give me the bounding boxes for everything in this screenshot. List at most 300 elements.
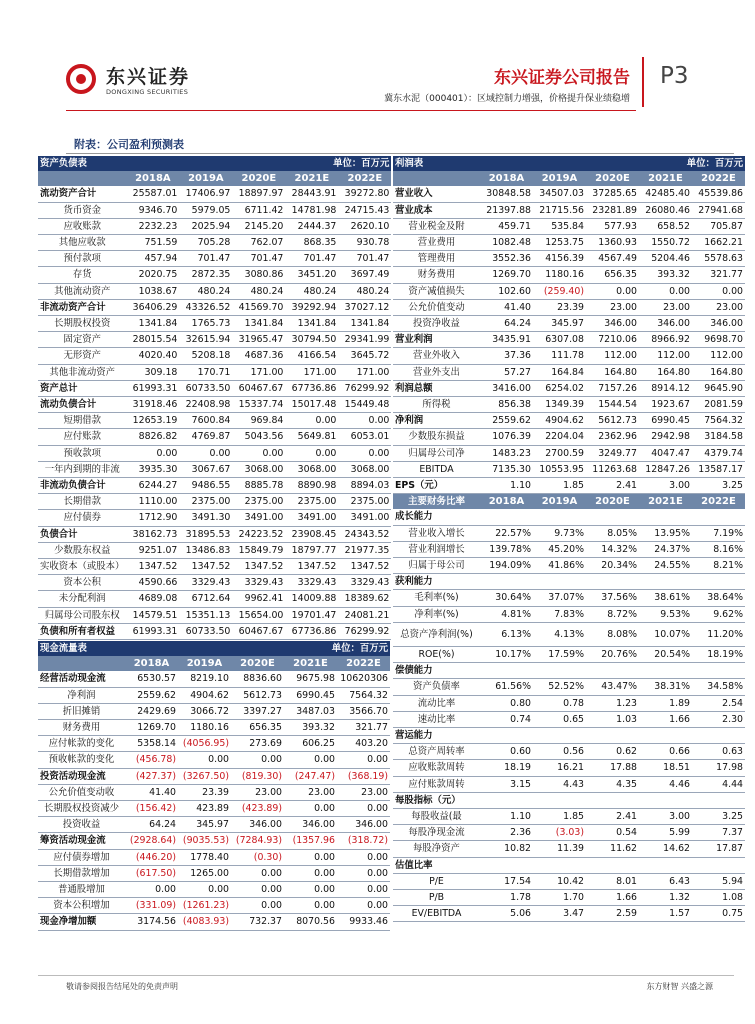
- year-header: 2019A: [533, 494, 586, 510]
- cell-value: 1544.54: [586, 397, 639, 413]
- cell-value: [480, 792, 533, 808]
- cell-value: 0.75: [692, 906, 745, 922]
- cell-value: 27941.68: [692, 202, 745, 218]
- cell-value: 3068.00: [285, 461, 338, 477]
- cell-value: 480.24: [232, 283, 285, 299]
- table-row: [38, 380, 391, 396]
- year-header: 2022E: [338, 171, 391, 186]
- cell-value: (3267.50): [178, 768, 231, 784]
- year-header: 2020E: [231, 656, 284, 671]
- cell-value: 22408.98: [179, 397, 232, 413]
- cell-value: 3.15: [480, 776, 533, 792]
- cell-value: 2.59: [586, 906, 639, 922]
- cell-value: 7.37: [692, 825, 745, 841]
- cell-value: 45.20%: [533, 541, 586, 557]
- cell-value: [639, 509, 692, 525]
- cell-value: 457.94: [126, 251, 179, 267]
- cell-value: 309.18: [126, 364, 179, 380]
- table-row: [38, 882, 390, 898]
- cell-value: 5204.46: [639, 251, 692, 267]
- table-title-spacer: [231, 641, 284, 656]
- cell-value: 1923.67: [639, 397, 692, 413]
- cell-value: 0.00: [179, 445, 232, 461]
- cell-value: 5.94: [692, 873, 745, 889]
- cell-value: 856.38: [480, 397, 533, 413]
- row-label: 每股收益(最: [393, 808, 480, 824]
- cell-value: (3.03): [533, 825, 586, 841]
- cell-value: 0.80: [480, 695, 533, 711]
- table-title: 主要财务比率: [393, 494, 480, 510]
- cell-value: 3.25: [692, 478, 745, 494]
- cell-value: 0.00: [126, 445, 179, 461]
- table-row: [393, 202, 745, 218]
- cell-value: 345.97: [533, 316, 586, 332]
- cell-value: [586, 663, 639, 679]
- cell-value: [586, 857, 639, 873]
- cell-value: 3645.72: [338, 348, 391, 364]
- cell-value: 2559.62: [480, 413, 533, 429]
- row-label: 非流动资产合计: [38, 299, 126, 315]
- row-label: 公允价值变动收: [38, 784, 125, 800]
- cell-value: [692, 857, 745, 873]
- cell-value: [480, 509, 533, 525]
- cell-value: 1269.70: [125, 720, 178, 736]
- cell-value: [533, 727, 586, 743]
- table-row: [393, 825, 745, 841]
- cell-value: 9.62%: [692, 606, 745, 622]
- cell-value: 1.08: [692, 889, 745, 905]
- year-header: 2021E: [285, 171, 338, 186]
- cell-value: 1082.48: [480, 235, 533, 251]
- row-label: 流动负债合计: [38, 397, 126, 413]
- table-row: [393, 283, 745, 299]
- row-label: P/B: [393, 889, 480, 905]
- cell-value: 480.24: [179, 283, 232, 299]
- cell-value: 0.00: [337, 898, 390, 914]
- cell-value: 403.20: [337, 736, 390, 752]
- cell-value: 5.99: [639, 825, 692, 841]
- cell-value: 0.00: [231, 752, 284, 768]
- cell-value: 1.85: [533, 808, 586, 824]
- cell-value: 1180.16: [178, 720, 231, 736]
- cell-value: [586, 509, 639, 525]
- table-row: [38, 397, 391, 413]
- table-row: [38, 461, 391, 477]
- row-label: 一年内到期的非流: [38, 461, 126, 477]
- row-label: 应收账款周转: [393, 760, 480, 776]
- table-row: [38, 218, 391, 234]
- row-label: EBITDA: [393, 461, 480, 477]
- row-label: 流动比率: [393, 695, 480, 711]
- cell-value: 4.43: [533, 776, 586, 792]
- table-row: [393, 251, 745, 267]
- cell-value: 17.87: [692, 841, 745, 857]
- cell-value: 346.00: [231, 817, 284, 833]
- row-label: 净利润: [38, 687, 125, 703]
- table-row: [38, 591, 391, 607]
- cell-value: 18.51: [639, 760, 692, 776]
- cell-value: 7157.26: [586, 380, 639, 396]
- row-label: EV/EBITDA: [393, 906, 480, 922]
- cell-value: 0.65: [533, 711, 586, 727]
- cell-value: 37027.12: [338, 299, 391, 315]
- cell-value: 139.78%: [480, 541, 533, 557]
- cell-value: [639, 727, 692, 743]
- table-row: [393, 841, 745, 857]
- cell-value: 0.00: [284, 865, 337, 881]
- cell-value: 9933.46: [337, 914, 390, 930]
- cell-value: 24.55%: [639, 558, 692, 574]
- cell-value: 8826.82: [126, 429, 179, 445]
- table-row: [38, 833, 390, 849]
- cell-value: (456.78): [125, 752, 178, 768]
- row-label: 归属于母公司: [393, 558, 480, 574]
- cell-value: 0.00: [178, 752, 231, 768]
- cell-value: 4.46: [639, 776, 692, 792]
- cell-value: 0.00: [125, 882, 178, 898]
- cell-value: 16.21: [533, 760, 586, 776]
- cell-value: 459.71: [480, 218, 533, 234]
- cell-value: 1347.52: [338, 559, 391, 575]
- cell-value: 10620306: [337, 671, 390, 687]
- table-row: [38, 817, 390, 833]
- cell-value: 0.00: [284, 898, 337, 914]
- cell-value: [586, 574, 639, 590]
- cell-value: 18.19: [480, 760, 533, 776]
- cell-value: 19701.47: [285, 607, 338, 623]
- row-label: 营业税金及附: [393, 218, 480, 234]
- cell-value: 7600.84: [179, 413, 232, 429]
- cell-value: 3066.72: [178, 703, 231, 719]
- cell-value: 2145.20: [232, 218, 285, 234]
- cell-value: [480, 574, 533, 590]
- table-row: [393, 679, 745, 695]
- cell-value: 0.00: [639, 283, 692, 299]
- table-row: [393, 711, 745, 727]
- cell-value: 61993.31: [126, 623, 179, 639]
- table-row: [393, 695, 745, 711]
- cell-value: (318.72): [337, 833, 390, 849]
- cell-value: [533, 509, 586, 525]
- cell-value: 9346.70: [126, 202, 179, 218]
- cell-value: 60733.50: [179, 380, 232, 396]
- cell-value: 732.37: [231, 914, 284, 930]
- row-label: 普通股增加: [38, 882, 125, 898]
- cell-value: (2928.64): [125, 833, 178, 849]
- cell-value: 656.35: [586, 267, 639, 283]
- cell-value: 23.00: [586, 299, 639, 315]
- row-label: 成长能力: [393, 509, 480, 525]
- cell-value: 4.81%: [480, 606, 533, 622]
- cell-value: [639, 574, 692, 590]
- cell-value: 3416.00: [480, 380, 533, 396]
- table-row: [38, 784, 390, 800]
- cell-value: 3184.58: [692, 429, 745, 445]
- cell-value: 0.00: [337, 801, 390, 817]
- section-rule: [66, 153, 734, 154]
- cell-value: 37.56%: [586, 590, 639, 606]
- cell-value: 705.87: [692, 218, 745, 234]
- cell-value: 5208.18: [179, 348, 232, 364]
- cell-value: [639, 663, 692, 679]
- cell-value: 2.54: [692, 695, 745, 711]
- cell-value: 701.47: [285, 251, 338, 267]
- cell-value: 1347.52: [232, 559, 285, 575]
- table-row: [393, 348, 745, 364]
- cell-value: [692, 574, 745, 590]
- cell-value: 6.13%: [480, 622, 533, 646]
- cell-value: 0.78: [533, 695, 586, 711]
- table-title: 现金流量表: [38, 641, 231, 656]
- cell-value: 751.59: [126, 235, 179, 251]
- cell-value: 15849.79: [232, 542, 285, 558]
- cell-value: 8966.92: [639, 332, 692, 348]
- row-label: 负债和所有者权益: [38, 623, 126, 639]
- row-label: 总资产周转率: [393, 744, 480, 760]
- cell-value: 1550.72: [639, 235, 692, 251]
- cell-value: (446.20): [125, 849, 178, 865]
- cell-value: 0.00: [231, 898, 284, 914]
- table-row: [393, 727, 745, 743]
- cell-value: 4687.36: [232, 348, 285, 364]
- cell-value: 345.97: [178, 817, 231, 833]
- table-row: [38, 575, 391, 591]
- cell-value: 3329.43: [285, 575, 338, 591]
- cell-value: 5358.14: [125, 736, 178, 752]
- row-label: 获利能力: [393, 574, 480, 590]
- year-header: 2018A: [125, 656, 178, 671]
- table-unit: 单位：百万元: [285, 156, 391, 171]
- cell-value: 3068.00: [232, 461, 285, 477]
- cell-value: 37.07%: [533, 590, 586, 606]
- cell-value: 535.84: [533, 218, 586, 234]
- table-row: [38, 251, 391, 267]
- row-label: 营运能力: [393, 727, 480, 743]
- cell-value: 13486.83: [179, 542, 232, 558]
- cell-value: 1110.00: [126, 494, 179, 510]
- cell-value: 14009.88: [285, 591, 338, 607]
- row-label: 短期借款: [38, 413, 126, 429]
- cell-value: 4047.47: [639, 445, 692, 461]
- cell-value: 346.00: [639, 316, 692, 332]
- table-row: [38, 316, 391, 332]
- cell-value: 346.00: [586, 316, 639, 332]
- row-label: 管理费用: [393, 251, 480, 267]
- cell-value: 31918.46: [126, 397, 179, 413]
- cell-value: (9035.53): [178, 833, 231, 849]
- cell-value: 1.23: [586, 695, 639, 711]
- table-row: [38, 478, 391, 494]
- cell-value: 0.00: [337, 865, 390, 881]
- cell-value: 67736.86: [285, 380, 338, 396]
- cell-value: 7564.32: [337, 687, 390, 703]
- cell-value: 23.00: [231, 784, 284, 800]
- table-title-row: [38, 156, 391, 171]
- cell-value: 0.00: [284, 849, 337, 865]
- cell-value: 8890.98: [285, 478, 338, 494]
- row-label: 长期股权投资: [38, 316, 126, 332]
- cell-value: 6254.02: [533, 380, 586, 396]
- row-label: 固定资产: [38, 332, 126, 348]
- cell-value: 577.93: [586, 218, 639, 234]
- row-label: 营业费用: [393, 235, 480, 251]
- table-row: [393, 873, 745, 889]
- cell-value: 21397.88: [480, 202, 533, 218]
- cell-value: 4904.62: [533, 413, 586, 429]
- table-title-row: [393, 156, 745, 171]
- cell-value: 1265.00: [178, 865, 231, 881]
- cell-value: (819.30): [231, 768, 284, 784]
- cell-value: 23908.45: [285, 526, 338, 542]
- page-number: P3: [660, 63, 689, 89]
- cell-value: 10.17%: [480, 646, 533, 662]
- year-header-blank: [38, 171, 126, 186]
- cell-value: 112.00: [586, 348, 639, 364]
- year-header: 2022E: [692, 494, 745, 510]
- cell-value: [533, 792, 586, 808]
- row-label: 营业利润增长: [393, 541, 480, 557]
- cell-value: 701.47: [338, 251, 391, 267]
- table-unit: 单位：百万元: [284, 641, 390, 656]
- section-title: 附表：公司盈利预测表: [74, 138, 184, 151]
- table-row: [38, 559, 391, 575]
- cell-value: 32615.94: [179, 332, 232, 348]
- row-label: 净利润: [393, 413, 480, 429]
- cell-value: 0.00: [285, 445, 338, 461]
- row-label: 非流动负债合计: [38, 478, 126, 494]
- cell-value: 43326.52: [179, 299, 232, 315]
- cell-value: 30.64%: [480, 590, 533, 606]
- cell-value: 1341.84: [338, 316, 391, 332]
- year-header: 2018A: [480, 171, 533, 186]
- cell-value: 17.88: [586, 760, 639, 776]
- cell-value: 6990.45: [639, 413, 692, 429]
- cell-value: 23.39: [178, 784, 231, 800]
- table-row: [393, 267, 745, 283]
- year-header: 2018A: [480, 494, 533, 510]
- cell-value: 164.80: [639, 364, 692, 380]
- row-label: 无形资产: [38, 348, 126, 364]
- table-row: [393, 663, 745, 679]
- cell-value: (368.19): [337, 768, 390, 784]
- cell-value: 0.00: [285, 413, 338, 429]
- table-row: [38, 494, 391, 510]
- cell-value: 1712.90: [126, 510, 179, 526]
- cell-value: 28443.91: [285, 186, 338, 202]
- cell-value: 3329.43: [338, 575, 391, 591]
- cell-value: 6711.42: [232, 202, 285, 218]
- cell-value: 164.80: [586, 364, 639, 380]
- cell-value: 3487.03: [284, 703, 337, 719]
- year-header: 2020E: [586, 171, 639, 186]
- cell-value: 171.00: [338, 364, 391, 380]
- cell-value: 38.31%: [639, 679, 692, 695]
- cell-value: 18.19%: [692, 646, 745, 662]
- cell-value: 2.36: [480, 825, 533, 841]
- cell-value: 23.39: [533, 299, 586, 315]
- footer-rule: [38, 975, 734, 976]
- cell-value: 8.08%: [586, 622, 639, 646]
- cell-value: 0.60: [480, 744, 533, 760]
- row-label: 财务费用: [38, 720, 125, 736]
- table-row: [38, 267, 391, 283]
- table-row: [393, 364, 745, 380]
- cell-value: 2.41: [586, 808, 639, 824]
- cell-value: 346.00: [284, 817, 337, 833]
- cell-value: 8836.60: [231, 671, 284, 687]
- row-label: 经营活动现金流: [38, 671, 125, 687]
- cell-value: [533, 663, 586, 679]
- cell-value: 5612.73: [231, 687, 284, 703]
- cell-value: 171.00: [232, 364, 285, 380]
- table-row: [38, 202, 391, 218]
- cell-value: 3491.00: [285, 510, 338, 526]
- cell-value: 24081.21: [338, 607, 391, 623]
- cell-value: 23.00: [284, 784, 337, 800]
- cell-value: 24.37%: [639, 541, 692, 557]
- row-label: 每股净资产: [393, 841, 480, 857]
- cell-value: 38.64%: [692, 590, 745, 606]
- row-label: 预收帐款的变化: [38, 752, 125, 768]
- row-label: 应收账款: [38, 218, 126, 234]
- table-row: [38, 607, 391, 623]
- cell-value: 321.77: [692, 267, 745, 283]
- cell-value: 1778.40: [178, 849, 231, 865]
- logo-text-en: DONGXING SECURITIES: [106, 88, 189, 96]
- cell-value: 164.80: [692, 364, 745, 380]
- cell-value: 64.24: [480, 316, 533, 332]
- cell-value: 3397.27: [231, 703, 284, 719]
- row-label: 长期借款: [38, 494, 126, 510]
- cell-value: 4.35: [586, 776, 639, 792]
- row-label: 营业成本: [393, 202, 480, 218]
- row-label: 所得税: [393, 397, 480, 413]
- cell-value: 0.00: [338, 445, 391, 461]
- cell-value: 2942.98: [639, 429, 692, 445]
- cell-value: 2204.04: [533, 429, 586, 445]
- row-label: 其他应收款: [38, 235, 126, 251]
- cell-value: 1.32: [639, 889, 692, 905]
- table-row: [38, 849, 390, 865]
- cell-value: 3935.30: [126, 461, 179, 477]
- cell-value: (423.89): [231, 801, 284, 817]
- cell-value: 8885.78: [232, 478, 285, 494]
- cell-value: 20.76%: [586, 646, 639, 662]
- cell-value: 7.83%: [533, 606, 586, 622]
- cell-value: 111.78: [533, 348, 586, 364]
- year-header: 2021E: [639, 171, 692, 186]
- row-label: 未分配利润: [38, 591, 126, 607]
- cell-value: 1253.75: [533, 235, 586, 251]
- cell-value: 9645.90: [692, 380, 745, 396]
- table-row: [393, 622, 745, 646]
- cell-value: 1.10: [480, 478, 533, 494]
- table-row: [393, 857, 745, 873]
- table-title-spacer: [232, 156, 285, 171]
- table-row: [393, 509, 745, 525]
- cell-value: [533, 857, 586, 873]
- cell-value: 4379.74: [692, 445, 745, 461]
- cell-value: 15351.13: [179, 607, 232, 623]
- table-row: [393, 525, 745, 541]
- cell-value: 14781.98: [285, 202, 338, 218]
- cell-value: 2375.00: [338, 494, 391, 510]
- table-row: [38, 703, 390, 719]
- cell-value: 4689.08: [126, 591, 179, 607]
- table-row: [393, 299, 745, 315]
- cell-value: 0.00: [232, 445, 285, 461]
- row-label: 归属母公司净: [393, 445, 480, 461]
